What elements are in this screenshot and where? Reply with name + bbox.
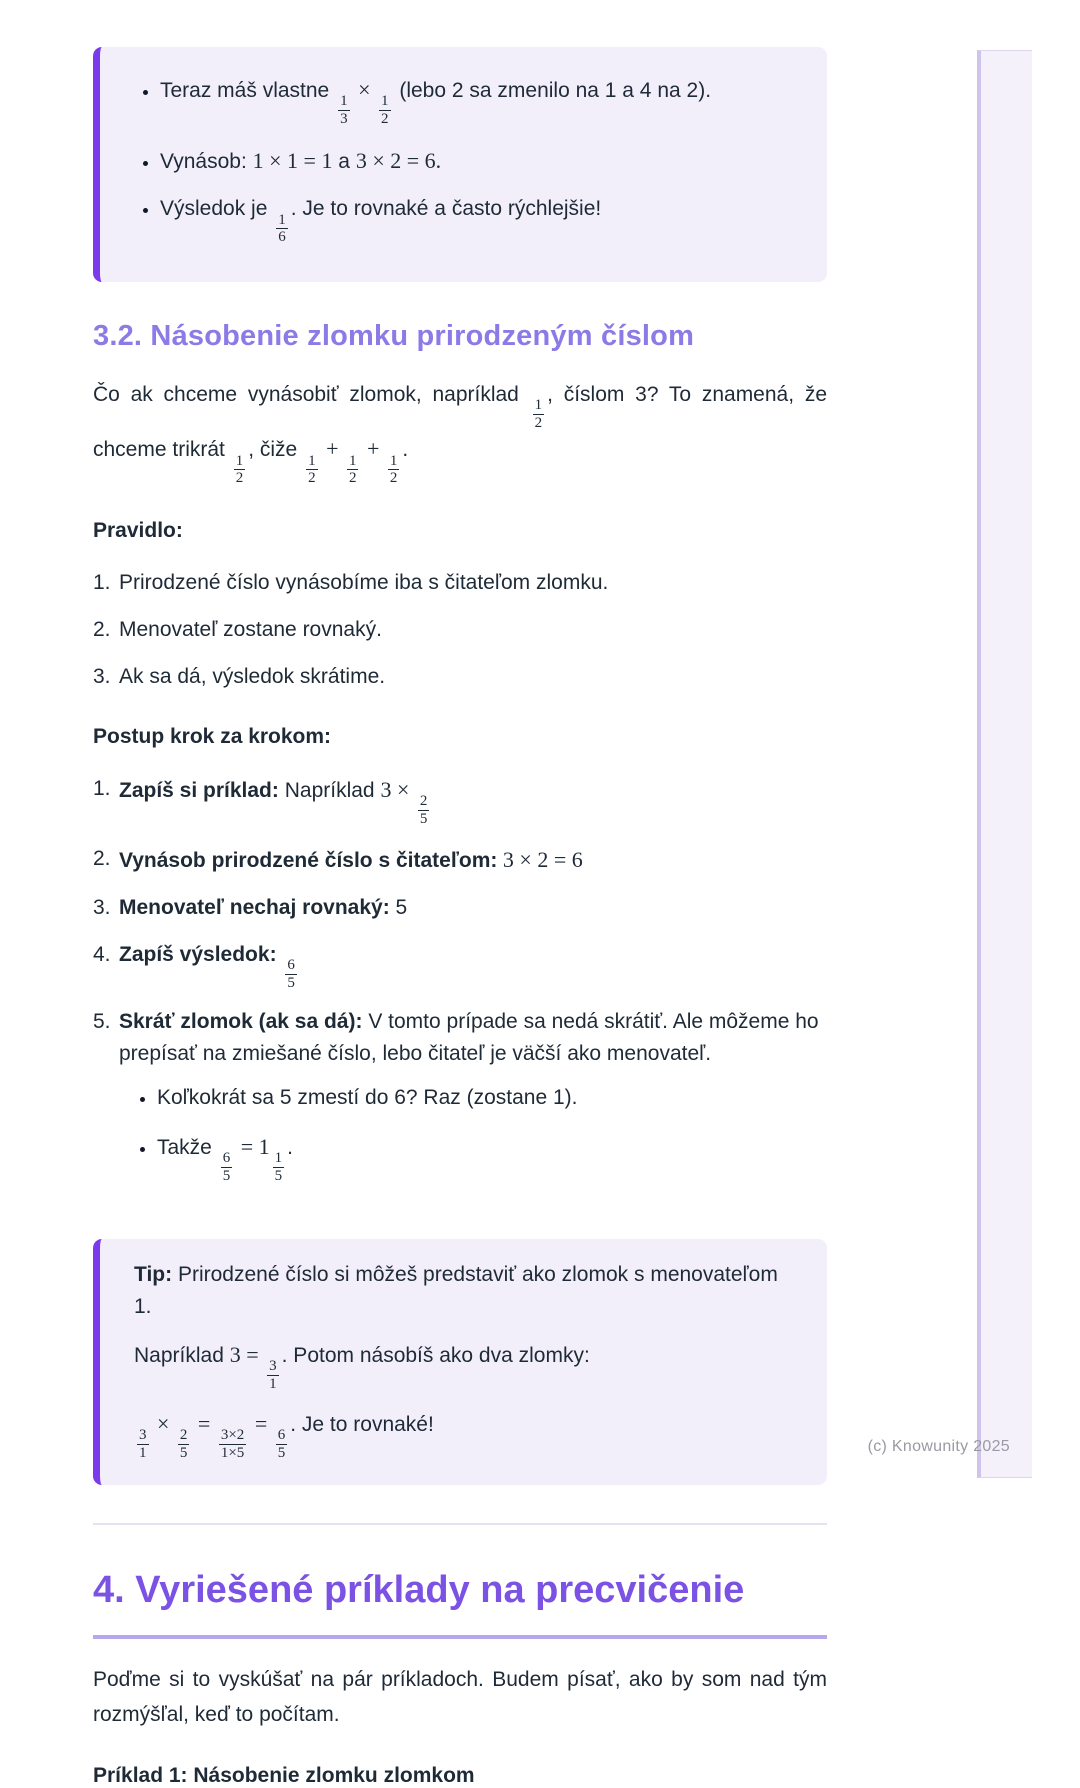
tip-line-1: Tip: Prirodzené číslo si môžeš predstaviť ako zlomok s menovateľom 1. [134, 1262, 778, 1319]
fraction-3-1: $\frac{3}{1}$ [269, 1357, 277, 1392]
bullet-text: Výsledok je [160, 197, 274, 221]
rule-item [93, 567, 827, 599]
list-marker: 2. [93, 618, 111, 642]
steps-list [93, 773, 827, 1201]
summary-callout-box [93, 47, 827, 282]
step-lead: Zapíš výsledok: [119, 942, 283, 966]
fraction-2-5: $\frac{2}{5}$ [179, 1426, 188, 1461]
bullet-item [160, 73, 797, 128]
list-marker: 1. [93, 776, 111, 800]
list-marker: 4. [93, 942, 111, 966]
fraction-6-5: $\frac{6}{5}$ [287, 956, 295, 991]
rule-text: Ak sa dá, výsledok skrátime. [119, 665, 386, 689]
postup-label: Postup krok za krokom: [93, 724, 332, 748]
whole-number: 1 [258, 1133, 270, 1159]
equals-operator: = [192, 1410, 216, 1436]
pravidlo-label: Pravidlo: [93, 519, 183, 543]
priklad1-label: Príklad 1: Násobenie zlomku zlomkom [93, 1764, 475, 1788]
document-content [93, 0, 827, 1788]
tip-label: Tip: [134, 1262, 173, 1286]
intro-paragraph: Čo ak chceme vynásobiť zlomok, napríklad $\frac{1}{2}$ , číslom 3? To znamená, že chceme trikrát $\frac{1}{2}$ , čiže $\frac{1}{2}$ + $\frac{1}{2}$ + $\frac{1}{2}$ . [93, 382, 827, 487]
bullet-item [160, 193, 797, 246]
fraction-1-2: $\frac{1}{2}$ [235, 452, 244, 487]
fraction-6-5: $\frac{6}{5}$ [277, 1426, 286, 1461]
next-page-preview-bar[interactable] [977, 50, 1032, 1478]
fraction-1-3: $\frac{1}{3}$ [340, 93, 348, 128]
step-lead: Menovateľ nechaj rovnaký: [119, 895, 390, 919]
equals-operator: = [235, 1133, 259, 1159]
sub-bullet-item: • Takže $\frac{6}{5}$ = 1 $\frac{1}{5}$ . [157, 1130, 827, 1185]
section-divider [93, 1523, 827, 1525]
list-marker: 1. [93, 571, 111, 595]
fraction-1-2: $\frac{1}{2}$ [389, 452, 398, 487]
fraction-1-6: $\frac{1}{6}$ [278, 211, 286, 246]
tip-line-3: $\frac{3}{1}$ × $\frac{2}{5}$ = $\frac{3\times 2}{1\times 5}$ = $\frac{6}{5}$ . Je to rovnaké! [139, 1410, 434, 1461]
section-heading-3-2: 3.2. Násobenie zlomku prirodzeným číslom [93, 320, 695, 353]
step5-sub-list [119, 1082, 827, 1184]
bullet-item [160, 144, 797, 178]
rule-text: Menovateľ zostane rovnaký. [119, 618, 382, 642]
tip-line-2: Napríklad 3 = $\frac{3}{1}$ . Potom násobíš ako dva zlomky: [134, 1341, 590, 1392]
fraction-1-2: $\frac{1}{2}$ [381, 93, 389, 128]
list-marker: 5. [93, 1010, 111, 1034]
plus-operator: + [361, 436, 385, 462]
fraction-1-2: $\frac{1}{2}$ [348, 452, 357, 487]
list-marker: 3. [93, 895, 111, 919]
fraction-1-5: $\frac{1}{5}$ [274, 1150, 283, 1184]
bullet-text: Vynásob: [160, 149, 253, 173]
step-lead: Skráť zlomok (ak sa dá): [119, 1010, 363, 1034]
tip-callout-box [93, 1239, 827, 1486]
fraction-2-5: $\frac{2}{5}$ [419, 793, 428, 827]
bullet-text: (lebo 2 sa zmenilo na 1 a 4 na 2). [393, 79, 712, 102]
step-lead: Vynásob prirodzené číslo s čitateľom: [119, 848, 498, 872]
step-item: 5. Skráť zlomok (ak sa dá): V tomto prípade sa nedá skrátiť. Ale môžeme ho prepísať na zmiešané číslo, lebo čitateľ je väčší ako menovateľ. • Koľkokrát sa 5 zmestí do 6? Raz (zostane 1). • Takže $\frac{6}{5}$ = 1 $\frac{1}{5}$ . [93, 1006, 827, 1200]
fraction-6-5: $\frac{6}{5}$ [222, 1150, 231, 1184]
list-marker: 2. [93, 846, 111, 870]
rule-text: Prirodzené číslo vynásobíme iba s čitateľom zlomku. [119, 571, 609, 595]
math-expression: 3 × [380, 776, 415, 802]
bullet-text: . Je to rovnaké a často rýchlejšie! [290, 197, 602, 221]
section4-intro-paragraph: Poďme si to vyskúšať na pár príkladoch. Budem písať, ako by som nad tým rozmýšľal, keď to počítam. [93, 1668, 827, 1726]
step-lead: Zapíš si príklad: [119, 778, 279, 802]
fraction-1-2: $\frac{1}{2}$ [308, 452, 316, 487]
footer-copyright: (c) Knowunity 2025 [867, 1438, 1010, 1455]
fraction-3-1: $\frac{3}{1}$ [139, 1426, 147, 1461]
equals-operator: = [249, 1410, 273, 1436]
step-item: 3. Menovateľ nechaj rovnaký: 5 [93, 892, 827, 924]
bullet-text: Teraz máš vlastne [160, 79, 336, 102]
math-expression: 3 × 2 = 6 [497, 846, 583, 872]
sub-bullet-item: • Koľkokrát sa 5 zmestí do 6? Raz (zostane 1). [157, 1082, 827, 1114]
times-operator: × [352, 77, 376, 102]
fraction-1-2: $\frac{1}{2}$ [534, 396, 543, 431]
summary-bullet-list [128, 73, 797, 246]
math-expression: 3 = [229, 1341, 265, 1367]
times-operator: × [151, 1410, 175, 1436]
rules-list [93, 567, 827, 693]
list-marker: 3. [93, 665, 111, 689]
step-item: 1. Zapíš si príklad: Napríklad 3 × $\frac{2}{5}$ [93, 773, 827, 828]
math-expression: 1 × 1 = 1 [252, 147, 333, 173]
section-heading-4: 4. Vyriešené príklady na precvičenie [93, 1569, 827, 1639]
plus-operator: + [320, 436, 344, 462]
bullet-text: a [332, 149, 356, 173]
math-expression: 3 × 2 = 6. [355, 147, 442, 173]
fraction-3x2-1x5: $\frac{3\times 2}{1\times 5}$ [220, 1426, 245, 1461]
step-item [93, 939, 827, 992]
step-item [93, 843, 827, 877]
rule-item [93, 661, 827, 693]
rule-item [93, 614, 827, 646]
